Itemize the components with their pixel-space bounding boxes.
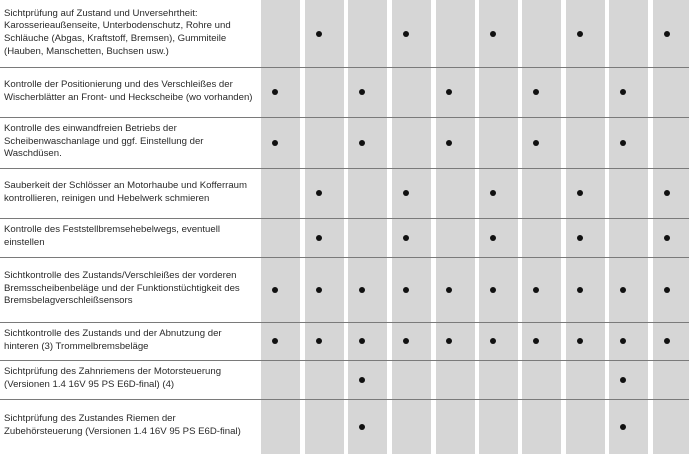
- column-stripe: [392, 0, 431, 454]
- schedule-mark-dot: [620, 377, 626, 383]
- schedule-mark-dot: [577, 287, 583, 293]
- schedule-mark-dot: [490, 190, 496, 196]
- schedule-mark-dot: [272, 287, 278, 293]
- row-label: Kontrolle der Positionierung und des Verschleißes der Wischerblätter an Front- und Heckscheibe (wo vorhanden): [4, 78, 253, 103]
- schedule-mark-dot: [664, 338, 670, 344]
- schedule-mark-dot: [316, 235, 322, 241]
- schedule-mark-dot: [359, 89, 365, 95]
- schedule-mark-dot: [316, 338, 322, 344]
- schedule-mark-dot: [620, 287, 626, 293]
- schedule-mark-dot: [403, 338, 409, 344]
- column-stripe: [261, 0, 300, 454]
- column-stripe: [436, 0, 475, 454]
- schedule-mark-dot: [490, 287, 496, 293]
- schedule-mark-dot: [359, 424, 365, 430]
- column-stripe: [653, 0, 689, 454]
- schedule-mark-dot: [359, 287, 365, 293]
- schedule-mark-dot: [403, 31, 409, 37]
- schedule-mark-dot: [316, 190, 322, 196]
- row-label: Sichtprüfung des Zustandes Riemen der Zubehörsteuerung (Versionen 1.4 16V 95 PS E6D-final): [4, 413, 241, 437]
- column-stripe: [479, 0, 518, 454]
- schedule-mark-dot: [664, 235, 670, 241]
- schedule-mark-dot: [620, 424, 626, 430]
- schedule-mark-dot: [359, 338, 365, 344]
- schedule-mark-dot: [446, 338, 452, 344]
- column-stripe: [348, 0, 387, 454]
- schedule-mark-dot: [664, 31, 670, 37]
- schedule-mark-dot: [272, 338, 278, 344]
- schedule-mark-dot: [490, 235, 496, 241]
- schedule-mark-dot: [664, 190, 670, 196]
- column-stripe: [566, 0, 605, 454]
- schedule-mark-dot: [664, 287, 670, 293]
- schedule-mark-dot: [577, 338, 583, 344]
- schedule-mark-dot: [490, 338, 496, 344]
- schedule-mark-dot: [316, 287, 322, 293]
- column-stripe: [305, 0, 344, 454]
- schedule-mark-dot: [620, 338, 626, 344]
- row-label: Sichtkontrolle des Zustands/Verschleißes der vorderen Bremsscheibenbeläge und der Funktionstüchtigkeit des Bremsbelagverschleißsensors: [4, 270, 240, 307]
- schedule-mark-dot: [533, 89, 539, 95]
- schedule-mark-dot: [272, 89, 278, 95]
- schedule-mark-dot: [316, 31, 322, 37]
- row-label: Sichtkontrolle des Zustands und der Abnutzung der hinteren (3) Trommelbremsbeläge: [4, 327, 222, 352]
- schedule-mark-dot: [403, 190, 409, 196]
- schedule-mark-dot: [403, 287, 409, 293]
- row-label: Sichtprüfung auf Zustand und Unversehrtheit: Karosserieaußenseite, Unterbodenschutz, Rohre und Schläuche (Abgas, Kraftstoff, Bremsen), Gummiteile (Hauben, Manschetten, Buchsen usw.): [4, 7, 231, 57]
- schedule-mark-dot: [533, 287, 539, 293]
- row-label: Kontrolle des Feststellbremsehebelwegs, eventuell einstellen: [4, 224, 220, 248]
- schedule-mark-dot: [446, 89, 452, 95]
- schedule-mark-dot: [533, 140, 539, 146]
- row-label: Sichtprüfung des Zahnriemens der Motorsteuerung (Versionen 1.4 16V 95 PS E6D-final) (4): [4, 366, 222, 390]
- column-stripe: [522, 0, 561, 454]
- schedule-mark-dot: [446, 287, 452, 293]
- schedule-mark-dot: [620, 140, 626, 146]
- schedule-mark-dot: [577, 190, 583, 196]
- schedule-mark-dot: [490, 31, 496, 37]
- schedule-mark-dot: [359, 377, 365, 383]
- schedule-mark-dot: [403, 235, 409, 241]
- column-stripe: [609, 0, 648, 454]
- schedule-mark-dot: [272, 140, 278, 146]
- schedule-mark-dot: [577, 235, 583, 241]
- schedule-mark-dot: [446, 140, 452, 146]
- schedule-mark-dot: [577, 31, 583, 37]
- row-label: Kontrolle des einwandfreien Betriebs der Scheibenwaschanlage und ggf. Einstellung der Waschdüsen.: [4, 123, 204, 160]
- schedule-mark-dot: [620, 89, 626, 95]
- row-label: Sauberkeit der Schlösser an Motorhaube und Kofferraum kontrollieren, reinigen und Hebelwerk schmieren: [4, 179, 248, 204]
- schedule-mark-dot: [359, 140, 365, 146]
- schedule-mark-dot: [533, 338, 539, 344]
